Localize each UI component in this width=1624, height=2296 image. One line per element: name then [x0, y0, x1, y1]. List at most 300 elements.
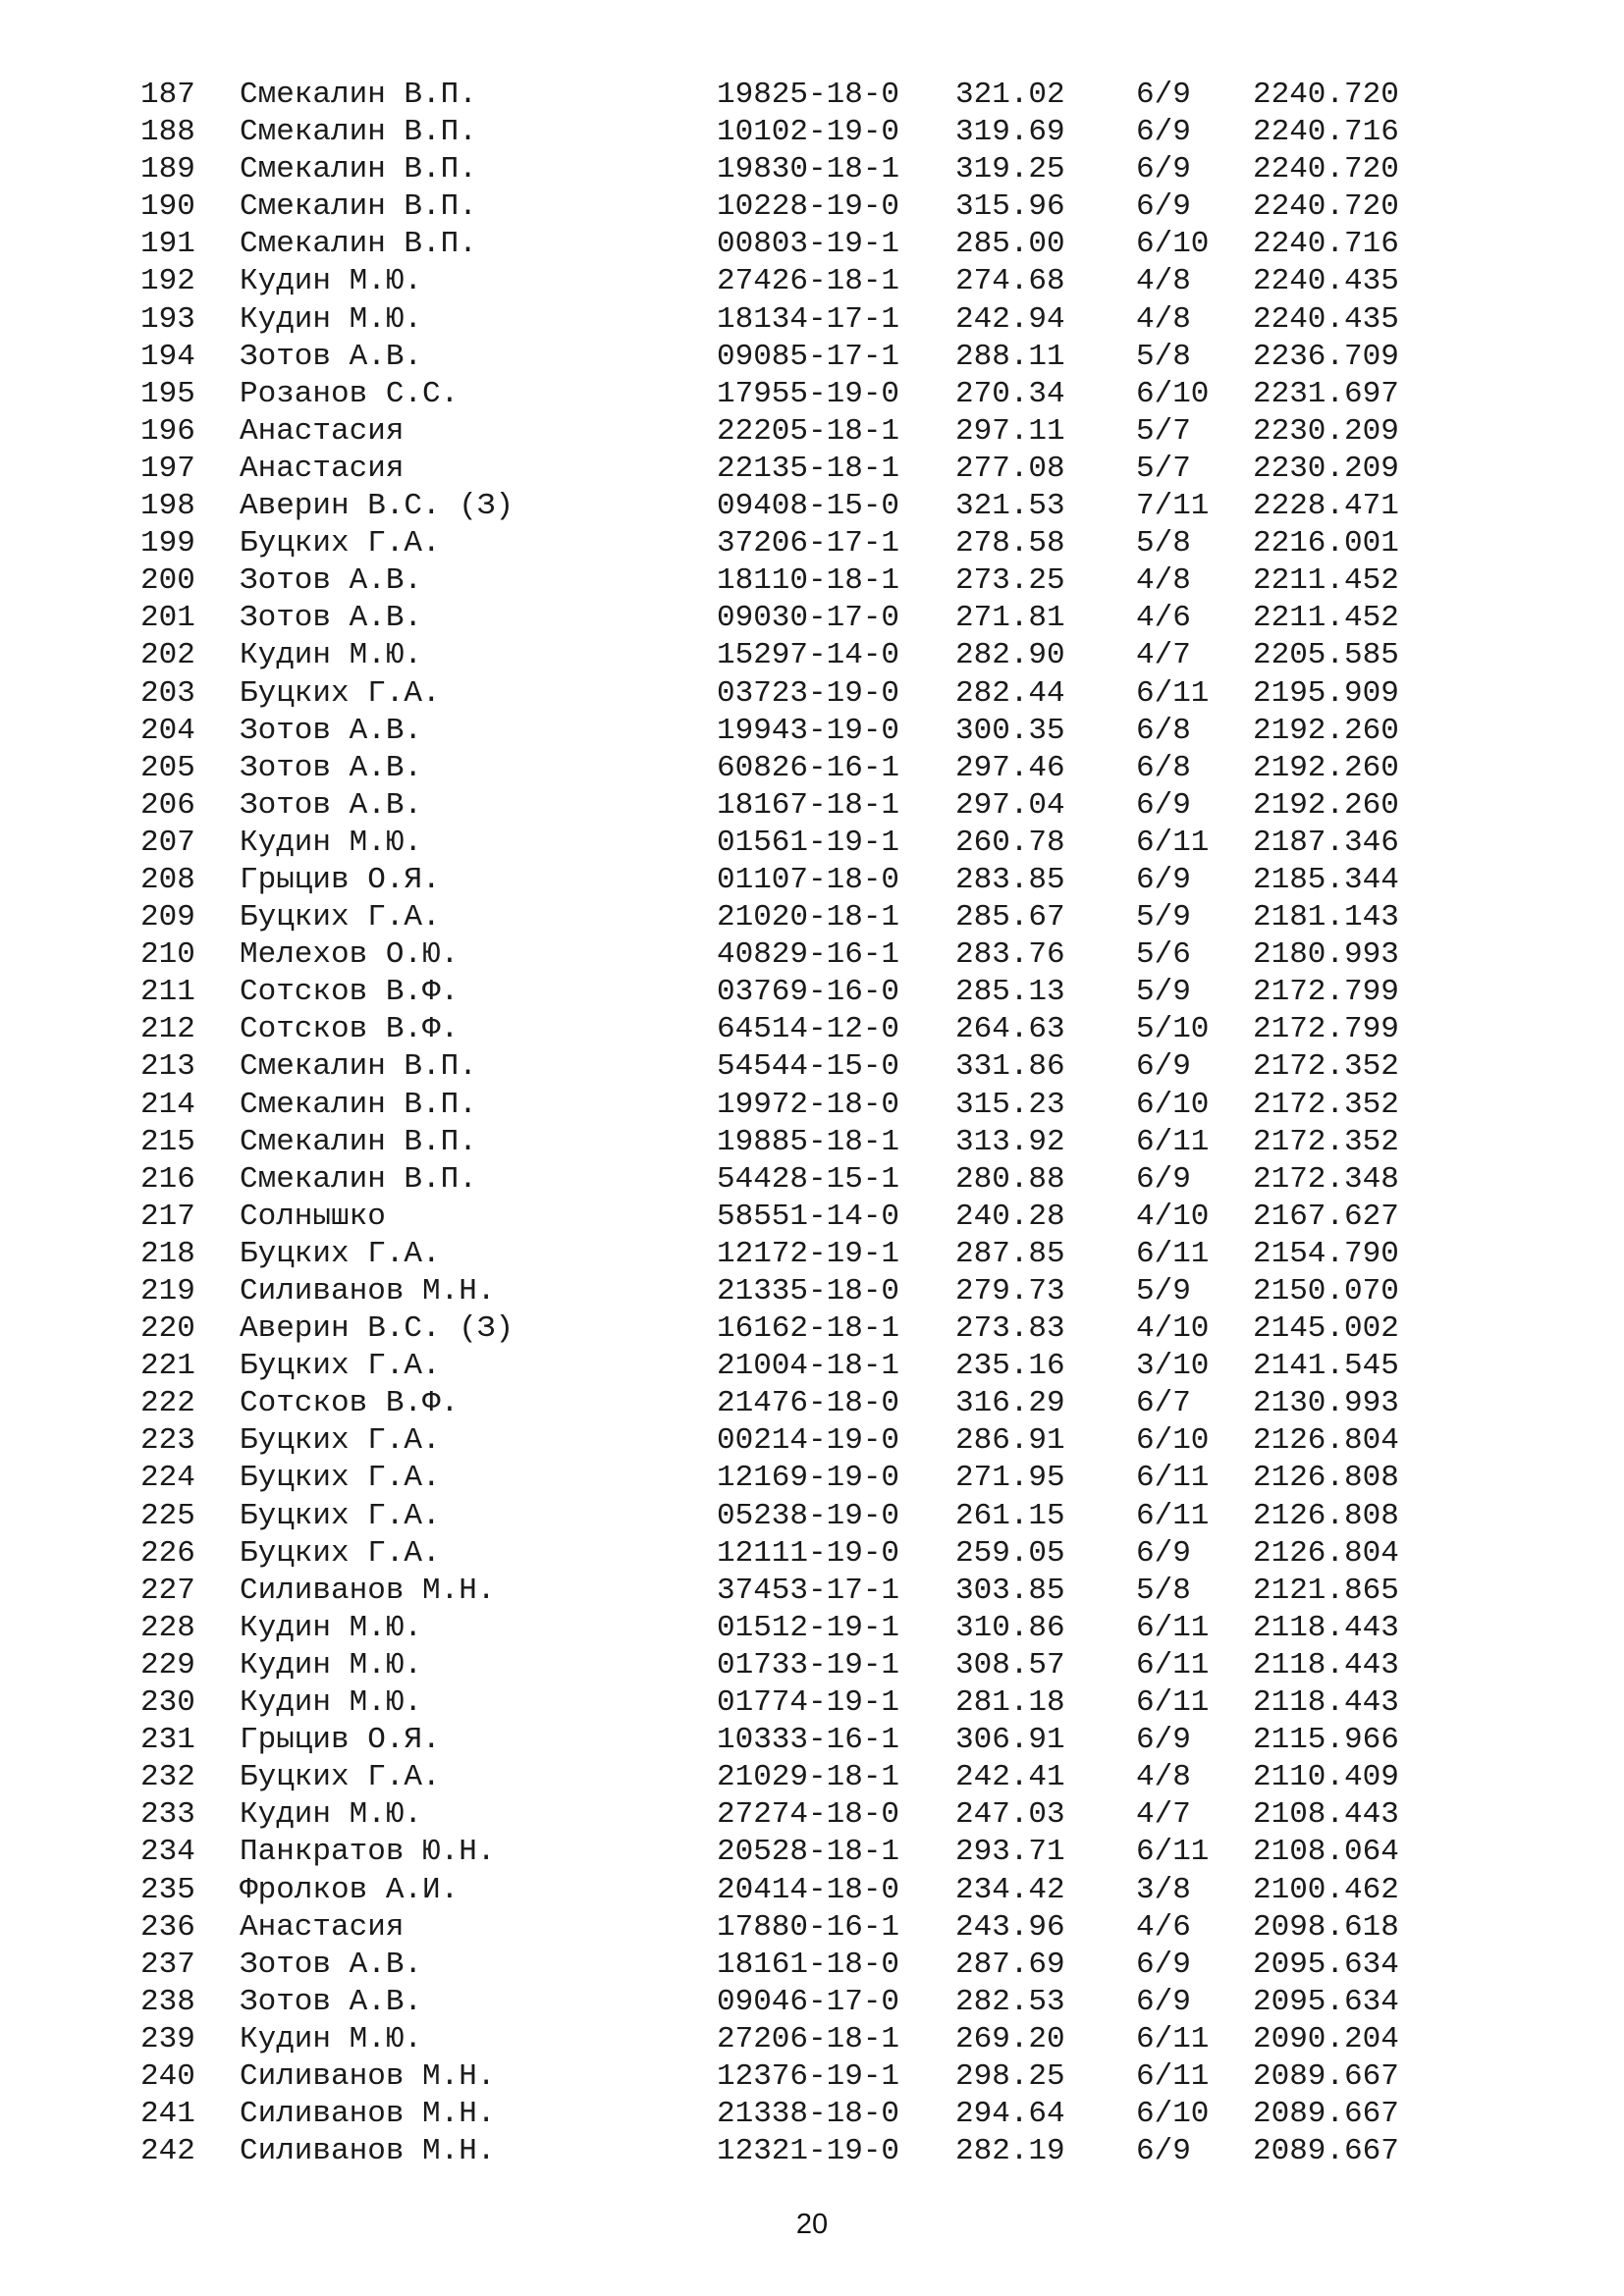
entry-code: 00803-19-1: [717, 227, 900, 262]
table-row: [0, 1647, 1624, 1684]
total-score: 2126.808: [1253, 1461, 1399, 1496]
total-score: 2195.909: [1253, 675, 1399, 711]
total-score: 2126.804: [1253, 1423, 1399, 1459]
ratio: 5/9: [1136, 975, 1191, 1010]
row-number: 237: [140, 1947, 195, 1982]
table-row: [0, 974, 1624, 1011]
table-row: [0, 750, 1624, 787]
ratio: 6/11: [1136, 1236, 1210, 1271]
owner-name: Розанов С.С.: [240, 376, 460, 411]
value: 303.85: [955, 1573, 1065, 1608]
entry-code: 01774-19-1: [717, 1685, 900, 1721]
table-row: [0, 226, 1624, 263]
table-row: [0, 1460, 1624, 1497]
entry-code: 17880-16-1: [717, 1909, 900, 1945]
table-row: [0, 1422, 1624, 1460]
row-number: 214: [140, 1087, 195, 1122]
ratio: 6/10: [1136, 227, 1210, 262]
value: 294.64: [955, 2097, 1065, 2132]
entry-code: 58551-14-0: [717, 1199, 900, 1234]
table-row: [0, 151, 1624, 188]
entry-code: 18161-18-0: [717, 1947, 900, 1982]
owner-name: Анастасия: [240, 1909, 405, 1945]
total-score: 2095.634: [1253, 1947, 1399, 1982]
entry-code: 09408-15-0: [717, 489, 900, 524]
entry-code: 21020-18-1: [717, 900, 900, 935]
table-row: [0, 1947, 1624, 1984]
value: 321.02: [955, 78, 1065, 112]
total-score: 2216.001: [1253, 526, 1399, 561]
ratio: 6/9: [1136, 787, 1191, 823]
total-score: 2211.452: [1253, 563, 1399, 599]
ratio: 5/7: [1136, 451, 1191, 486]
ratio: 6/11: [1136, 1685, 1210, 1721]
owner-name: Кудин М.Ю.: [240, 638, 423, 673]
entry-code: 15297-14-0: [717, 638, 900, 673]
table-row: [0, 1348, 1624, 1385]
table-row: [0, 1498, 1624, 1535]
entry-code: 19825-18-0: [717, 78, 900, 112]
entry-code: 00214-19-0: [717, 1423, 900, 1459]
value: 277.08: [955, 451, 1065, 486]
value: 288.11: [955, 339, 1065, 374]
ratio: 6/9: [1136, 1535, 1191, 1571]
entry-code: 03723-19-0: [717, 675, 900, 711]
total-score: 2240.720: [1253, 78, 1399, 112]
entry-code: 10333-16-1: [717, 1723, 900, 1758]
value: 315.96: [955, 189, 1065, 225]
ratio: 6/11: [1136, 1610, 1210, 1645]
total-score: 2145.002: [1253, 1311, 1399, 1347]
entry-code: 20528-18-1: [717, 1835, 900, 1870]
value: 297.46: [955, 750, 1065, 785]
total-score: 2230.209: [1253, 451, 1399, 486]
ratio: 3/8: [1136, 1872, 1191, 1907]
total-score: 2108.064: [1253, 1835, 1399, 1870]
row-number: 221: [140, 1349, 195, 1384]
entry-code: 64514-12-0: [717, 1012, 900, 1047]
ratio: 4/8: [1136, 264, 1191, 299]
table-row: [0, 1310, 1624, 1348]
entry-code: 21029-18-1: [717, 1760, 900, 1795]
row-number: 223: [140, 1423, 195, 1459]
entry-code: 21335-18-0: [717, 1274, 900, 1308]
table-row: [0, 1722, 1624, 1759]
row-number: 236: [140, 1909, 195, 1945]
table-row: [0, 2021, 1624, 2058]
ratio: 4/6: [1136, 1909, 1191, 1945]
ratio: 6/11: [1136, 1498, 1210, 1533]
value: 316.29: [955, 1386, 1065, 1421]
entry-code: 05238-19-0: [717, 1498, 900, 1533]
value: 287.69: [955, 1947, 1065, 1982]
row-number: 191: [140, 227, 195, 262]
total-score: 2172.352: [1253, 1124, 1399, 1159]
value: 234.42: [955, 1872, 1065, 1907]
table-row: [0, 2096, 1624, 2133]
owner-name: Смекалин В.П.: [240, 1049, 477, 1085]
owner-name: Буцких Г.А.: [240, 1461, 441, 1496]
table-row: [0, 899, 1624, 936]
owner-name: Кудин М.Ю.: [240, 1685, 423, 1721]
value: 306.91: [955, 1723, 1065, 1758]
entry-code: 20414-18-0: [717, 1872, 900, 1907]
row-number: 234: [140, 1835, 195, 1870]
total-score: 2090.204: [1253, 2021, 1399, 2056]
entry-code: 12172-19-1: [717, 1236, 900, 1271]
value: 280.88: [955, 1161, 1065, 1197]
ratio: 5/8: [1136, 1573, 1191, 1608]
table-row: [0, 825, 1624, 862]
entry-code: 21338-18-0: [717, 2097, 900, 2132]
row-number: 200: [140, 563, 195, 599]
results-listing: [0, 77, 1624, 2170]
table-row: [0, 1161, 1624, 1199]
owner-name: Буцких Г.А.: [240, 1349, 441, 1384]
value: 259.05: [955, 1535, 1065, 1571]
ratio: 6/9: [1136, 152, 1191, 187]
value: 300.35: [955, 713, 1065, 748]
ratio: 4/7: [1136, 638, 1191, 673]
table-row: [0, 114, 1624, 151]
owner-name: Буцких Г.А.: [240, 900, 441, 935]
ratio: 6/8: [1136, 750, 1191, 785]
value: 235.16: [955, 1349, 1065, 1384]
row-number: 215: [140, 1124, 195, 1159]
total-score: 2150.070: [1253, 1274, 1399, 1308]
table-row: [0, 1273, 1624, 1310]
ratio: 5/8: [1136, 339, 1191, 374]
ratio: 6/10: [1136, 1087, 1210, 1122]
owner-name: Буцких Г.А.: [240, 1535, 441, 1571]
row-number: 189: [140, 152, 195, 187]
value: 285.13: [955, 975, 1065, 1010]
entry-code: 17955-19-0: [717, 376, 900, 411]
ratio: 5/9: [1136, 900, 1191, 935]
table-row: [0, 376, 1624, 413]
value: 297.11: [955, 413, 1065, 449]
ratio: 6/9: [1136, 1723, 1191, 1758]
row-number: 242: [140, 2134, 195, 2169]
entry-code: 09046-17-0: [717, 1984, 900, 2019]
row-number: 241: [140, 2097, 195, 2132]
ratio: 6/10: [1136, 1423, 1210, 1459]
entry-code: 03769-16-0: [717, 975, 900, 1010]
table-row: [0, 1385, 1624, 1422]
entry-code: 27206-18-1: [717, 2021, 900, 2056]
entry-code: 01107-18-0: [717, 862, 900, 897]
row-number: 226: [140, 1535, 195, 1571]
ratio: 6/9: [1136, 189, 1191, 225]
owner-name: Сотсков В.Ф.: [240, 1012, 460, 1047]
value: 310.86: [955, 1610, 1065, 1645]
entry-code: 12321-19-0: [717, 2134, 900, 2169]
owner-name: Кудин М.Ю.: [240, 2021, 423, 2056]
row-number: 240: [140, 2058, 195, 2094]
table-row: [0, 1909, 1624, 1947]
table-row: [0, 936, 1624, 974]
value: 271.81: [955, 601, 1065, 636]
total-score: 2236.709: [1253, 339, 1399, 374]
row-number: 238: [140, 1984, 195, 2019]
entry-code: 01512-19-1: [717, 1610, 900, 1645]
value: 273.83: [955, 1311, 1065, 1347]
owner-name: Буцких Г.А.: [240, 1236, 441, 1271]
entry-code: 19943-19-0: [717, 713, 900, 748]
value: 281.18: [955, 1685, 1065, 1721]
table-row: [0, 488, 1624, 525]
owner-name: Кудин М.Ю.: [240, 264, 423, 299]
value: 285.67: [955, 900, 1065, 935]
ratio: 5/6: [1136, 937, 1191, 973]
row-number: 198: [140, 489, 195, 524]
row-number: 213: [140, 1049, 195, 1085]
table-row: [0, 188, 1624, 226]
ratio: 6/11: [1136, 1124, 1210, 1159]
ratio: 6/10: [1136, 376, 1210, 411]
row-number: 199: [140, 526, 195, 561]
total-score: 2181.143: [1253, 900, 1399, 935]
total-score: 2192.260: [1253, 713, 1399, 748]
owner-name: Фролков А.И.: [240, 1872, 460, 1907]
ratio: 6/8: [1136, 713, 1191, 748]
owner-name: Силиванов М.Н.: [240, 2058, 496, 2094]
ratio: 6/11: [1136, 825, 1210, 860]
row-number: 217: [140, 1199, 195, 1234]
owner-name: Анастасия: [240, 413, 405, 449]
value: 297.04: [955, 787, 1065, 823]
ratio: 6/9: [1136, 1161, 1191, 1197]
total-score: 2230.209: [1253, 413, 1399, 449]
value: 319.25: [955, 152, 1065, 187]
ratio: 6/9: [1136, 1947, 1191, 1982]
owner-name: Смекалин В.П.: [240, 1161, 477, 1197]
ratio: 4/10: [1136, 1311, 1210, 1347]
value: 283.85: [955, 862, 1065, 897]
row-number: 188: [140, 115, 195, 150]
value: 313.92: [955, 1124, 1065, 1159]
total-score: 2240.716: [1253, 115, 1399, 150]
total-score: 2187.346: [1253, 825, 1399, 860]
owner-name: Смекалин В.П.: [240, 115, 477, 150]
total-score: 2126.808: [1253, 1498, 1399, 1533]
value: 264.63: [955, 1012, 1065, 1047]
value: 319.69: [955, 115, 1065, 150]
owner-name: Солнышко: [240, 1199, 386, 1234]
ratio: 5/9: [1136, 1274, 1191, 1308]
value: 282.53: [955, 1984, 1065, 2019]
owner-name: Буцких Г.А.: [240, 1423, 441, 1459]
row-number: 220: [140, 1311, 195, 1347]
total-score: 2231.697: [1253, 376, 1399, 411]
table-row: [0, 1573, 1624, 1610]
entry-code: 01733-19-1: [717, 1647, 900, 1682]
owner-name: Аверин В.С. (З): [240, 1311, 514, 1347]
row-number: 209: [140, 900, 195, 935]
table-row: [0, 1834, 1624, 1871]
owner-name: Мелехов О.Ю.: [240, 937, 460, 973]
row-number: 205: [140, 750, 195, 785]
row-number: 224: [140, 1461, 195, 1496]
row-number: 225: [140, 1498, 195, 1533]
owner-name: Зотов А.В.: [240, 339, 423, 374]
row-number: 196: [140, 413, 195, 449]
value: 285.00: [955, 227, 1065, 262]
total-score: 2141.545: [1253, 1349, 1399, 1384]
table-row: [0, 1048, 1624, 1086]
value: 282.90: [955, 638, 1065, 673]
entry-code: 27274-18-0: [717, 1797, 900, 1833]
owner-name: Смекалин В.П.: [240, 78, 477, 112]
entry-code: 37453-17-1: [717, 1573, 900, 1608]
value: 243.96: [955, 1909, 1065, 1945]
row-number: 233: [140, 1797, 195, 1833]
row-number: 211: [140, 975, 195, 1010]
total-score: 2095.634: [1253, 1984, 1399, 2019]
row-number: 230: [140, 1685, 195, 1721]
row-number: 193: [140, 301, 195, 337]
owner-name: Силиванов М.Н.: [240, 2097, 496, 2132]
total-score: 2240.716: [1253, 227, 1399, 262]
value: 240.28: [955, 1199, 1065, 1234]
value: 242.94: [955, 301, 1065, 337]
total-score: 2192.260: [1253, 787, 1399, 823]
table-row: [0, 339, 1624, 376]
row-number: 228: [140, 1610, 195, 1645]
ratio: 4/8: [1136, 301, 1191, 337]
table-row: [0, 1759, 1624, 1796]
owner-name: Панкратов Ю.Н.: [240, 1835, 496, 1870]
entry-code: 09085-17-1: [717, 339, 900, 374]
row-number: 232: [140, 1760, 195, 1795]
total-score: 2089.667: [1253, 2058, 1399, 2094]
ratio: 3/10: [1136, 1349, 1210, 1384]
row-number: 239: [140, 2021, 195, 2056]
entry-code: 54428-15-1: [717, 1161, 900, 1197]
ratio: 5/8: [1136, 526, 1191, 561]
owner-name: Зотов А.В.: [240, 750, 423, 785]
owner-name: Кудин М.Ю.: [240, 301, 423, 337]
entry-code: 12111-19-0: [717, 1535, 900, 1571]
entry-code: 22135-18-1: [717, 451, 900, 486]
entry-code: 21476-18-0: [717, 1386, 900, 1421]
ratio: 6/9: [1136, 2134, 1191, 2169]
total-score: 2240.435: [1253, 264, 1399, 299]
ratio: 5/10: [1136, 1012, 1210, 1047]
row-number: 222: [140, 1386, 195, 1421]
total-score: 2121.865: [1253, 1573, 1399, 1608]
row-number: 208: [140, 862, 195, 897]
entry-code: 09030-17-0: [717, 601, 900, 636]
entry-code: 21004-18-1: [717, 1349, 900, 1384]
owner-name: Смекалин В.П.: [240, 1124, 477, 1159]
ratio: 6/11: [1136, 1835, 1210, 1870]
value: 315.23: [955, 1087, 1065, 1122]
entry-code: 19885-18-1: [717, 1124, 900, 1159]
value: 331.86: [955, 1049, 1065, 1085]
total-score: 2205.585: [1253, 638, 1399, 673]
value: 283.76: [955, 937, 1065, 973]
table-row: [0, 637, 1624, 674]
table-row: [0, 301, 1624, 339]
owner-name: Буцких Г.А.: [240, 1760, 441, 1795]
owner-name: Аверин В.С. (З): [240, 489, 514, 524]
entry-code: 22205-18-1: [717, 413, 900, 449]
total-score: 2118.443: [1253, 1685, 1399, 1721]
total-score: 2118.443: [1253, 1610, 1399, 1645]
owner-name: Смекалин В.П.: [240, 1087, 477, 1122]
row-number: 212: [140, 1012, 195, 1047]
value: 286.91: [955, 1423, 1065, 1459]
total-score: 2180.993: [1253, 937, 1399, 973]
table-row: [0, 1124, 1624, 1161]
ratio: 4/8: [1136, 1760, 1191, 1795]
total-score: 2118.443: [1253, 1647, 1399, 1682]
table-row: [0, 263, 1624, 300]
row-number: 203: [140, 675, 195, 711]
total-score: 2172.352: [1253, 1087, 1399, 1122]
owner-name: Буцких Г.А.: [240, 526, 441, 561]
total-score: 2089.667: [1253, 2097, 1399, 2132]
entry-code: 19830-18-1: [717, 152, 900, 187]
total-score: 2240.720: [1253, 189, 1399, 225]
entry-code: 10102-19-0: [717, 115, 900, 150]
table-row: [0, 2133, 1624, 2170]
entry-code: 18167-18-1: [717, 787, 900, 823]
value: 270.34: [955, 376, 1065, 411]
owner-name: Зотов А.В.: [240, 713, 423, 748]
owner-name: Зотов А.В.: [240, 563, 423, 599]
value: 274.68: [955, 264, 1065, 299]
value: 242.41: [955, 1760, 1065, 1795]
table-row: [0, 562, 1624, 600]
owner-name: Грыцив О.Я.: [240, 1723, 441, 1758]
owner-name: Зотов А.В.: [240, 1984, 423, 2019]
owner-name: Кудин М.Ю.: [240, 1797, 423, 1833]
table-row: [0, 2058, 1624, 2096]
total-score: 2172.352: [1253, 1049, 1399, 1085]
value: 260.78: [955, 825, 1065, 860]
row-number: 235: [140, 1872, 195, 1907]
value: 271.95: [955, 1461, 1065, 1496]
total-score: 2167.627: [1253, 1199, 1399, 1234]
value: 308.57: [955, 1647, 1065, 1682]
table-row: [0, 1872, 1624, 1909]
value: 293.71: [955, 1835, 1065, 1870]
value: 282.19: [955, 2134, 1065, 2169]
value: 282.44: [955, 675, 1065, 711]
total-score: 2172.799: [1253, 975, 1399, 1010]
owner-name: Зотов А.В.: [240, 601, 423, 636]
ratio: 4/10: [1136, 1199, 1210, 1234]
ratio: 6/9: [1136, 1049, 1191, 1085]
row-number: 187: [140, 78, 195, 112]
ratio: 6/9: [1136, 115, 1191, 150]
table-row: [0, 1984, 1624, 2021]
row-number: 218: [140, 1236, 195, 1271]
entry-code: 18134-17-1: [717, 301, 900, 337]
total-score: 2192.260: [1253, 750, 1399, 785]
row-number: 202: [140, 638, 195, 673]
entry-code: 37206-17-1: [717, 526, 900, 561]
total-score: 2089.667: [1253, 2134, 1399, 2169]
table-row: [0, 787, 1624, 825]
owner-name: Смекалин В.П.: [240, 189, 477, 225]
total-score: 2130.993: [1253, 1386, 1399, 1421]
page-number: 20: [795, 2209, 829, 2240]
ratio: 6/11: [1136, 1461, 1210, 1496]
ratio: 4/6: [1136, 601, 1191, 636]
